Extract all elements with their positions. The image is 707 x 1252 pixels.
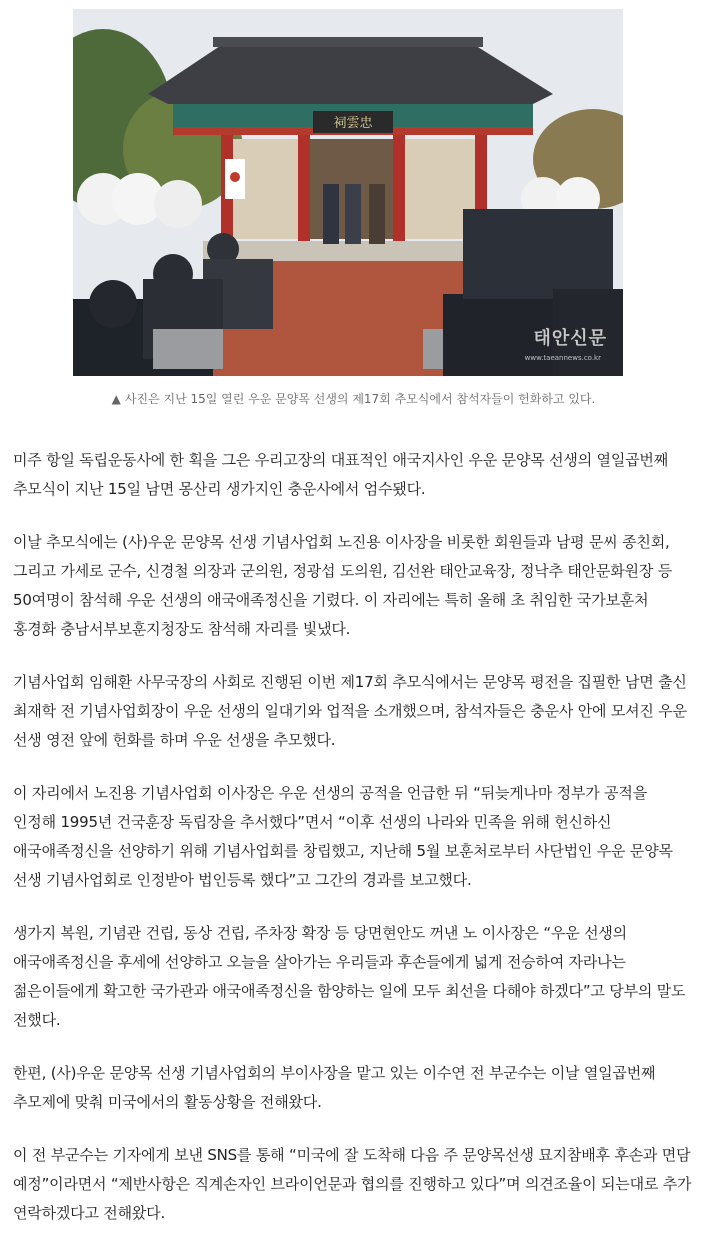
shrine-memorial-photo bbox=[73, 9, 623, 376]
watermark-url: www.taeannews.co.kr bbox=[524, 354, 601, 362]
caption-triangle-icon: ▲ bbox=[111, 392, 121, 406]
photo-caption bbox=[0, 390, 707, 407]
article-body bbox=[13, 446, 693, 1252]
article-paragraph: 이 자리에서 노진용 기념사업회 이사장은 우운 선생의 공적을 언급한 뒤 “뒤늦게나마 정부가 공적을 인정해 1995년 건국훈장 독립장을 추서했다”면서 “이후 선생의 나라와 민족을 위해 헌신하신 애국애족정신을 선양하기 위해 기념사업회를 창립했고, 지난해 5월 보훈처로부터 사단법인 우운 문양목 선생 기념사업회로 인정받아 법인등록 했다”고 그간의 경과를 보고했다. bbox=[13, 784, 673, 889]
article-paragraph: 한편, (사)우운 문양목 선생 기념사업회의 부이사장을 맡고 있는 이수연 전 부군수는 이날 열일곱번째 추모제에 맞춰 미국에서의 활동상황을 전해왔다. bbox=[13, 1064, 656, 1111]
article-paragraph: 이날 추모식에는 (사)우운 문양목 선생 기념사업회 노진용 이사장을 비롯한 회원들과 남평 문씨 종친회, 그리고 가세로 군수, 신경철 의장과 군의원, 정광섭 도의원, 김선완 태안교육장, 정낙추 태안문화원장 등 50여명이 참석해 우운 선생의 애국애족정신을 기렸다. 이 자리에는 특히 올해 초 취임한 국가보훈처 홍경화 충남서부보훈지청장도 참석해 자리를 빛냈다. bbox=[13, 533, 672, 638]
article-paragraph: 미주 항일 독립운동사에 한 획을 그은 우리고장의 대표적인 애국지사인 우운 문양목 선생의 열일곱번째 추모식이 지난 15일 남면 몽산리 생가지인 충운사에서 엄수됐다. bbox=[13, 451, 669, 498]
caption-text: 사진은 지난 15일 열린 우운 문양목 선생의 제17회 추모식에서 참석자들이 헌화하고 있다. bbox=[124, 392, 596, 406]
shrine-sign-text: 祠雲忠 bbox=[333, 116, 373, 131]
article-paragraph: 이 전 부군수는 기자에게 보낸 SNS를 통해 “미국에 잘 도착해 다음 주 문양목선생 묘지참배후 후손과 면담 예정”이라면서 “제반사항은 직계손자인 브라이언문과 협의를 진행하고 있다”며 의견조율이 되는대로 추가 연락하겠다고 전해왔다. bbox=[13, 1146, 692, 1222]
article-paragraph: 생가지 복원, 기념관 건립, 동상 건립, 주차장 확장 등 당면현안도 꺼낸 노 이사장은 “우운 선생의 애국애족정신을 후세에 선양하고 오늘을 살아가는 우리들과 후손들에게 넓게 전승하여 자라나는 젊은이들에게 확고한 국가관과 애국애족정신을 함양하는 일에 모두 최선을 다해야 하겠다”고 당부의 말도 전했다. bbox=[13, 924, 686, 1029]
article-paragraph: 기념사업회 임해환 사무국장의 사회로 진행된 이번 제17회 추모식에서는 문양목 평전을 집필한 남면 출신 최재학 전 기념사업회장이 우운 선생의 일대기와 업적을 소개했으며, 참석자들은 충운사 안에 모셔진 우운 선생 영전 앞에 헌화를 하며 우운 선생을 추모했다. bbox=[13, 673, 687, 749]
watermark-logo: 태안신문 bbox=[533, 328, 607, 349]
photo-illustration bbox=[73, 9, 623, 376]
